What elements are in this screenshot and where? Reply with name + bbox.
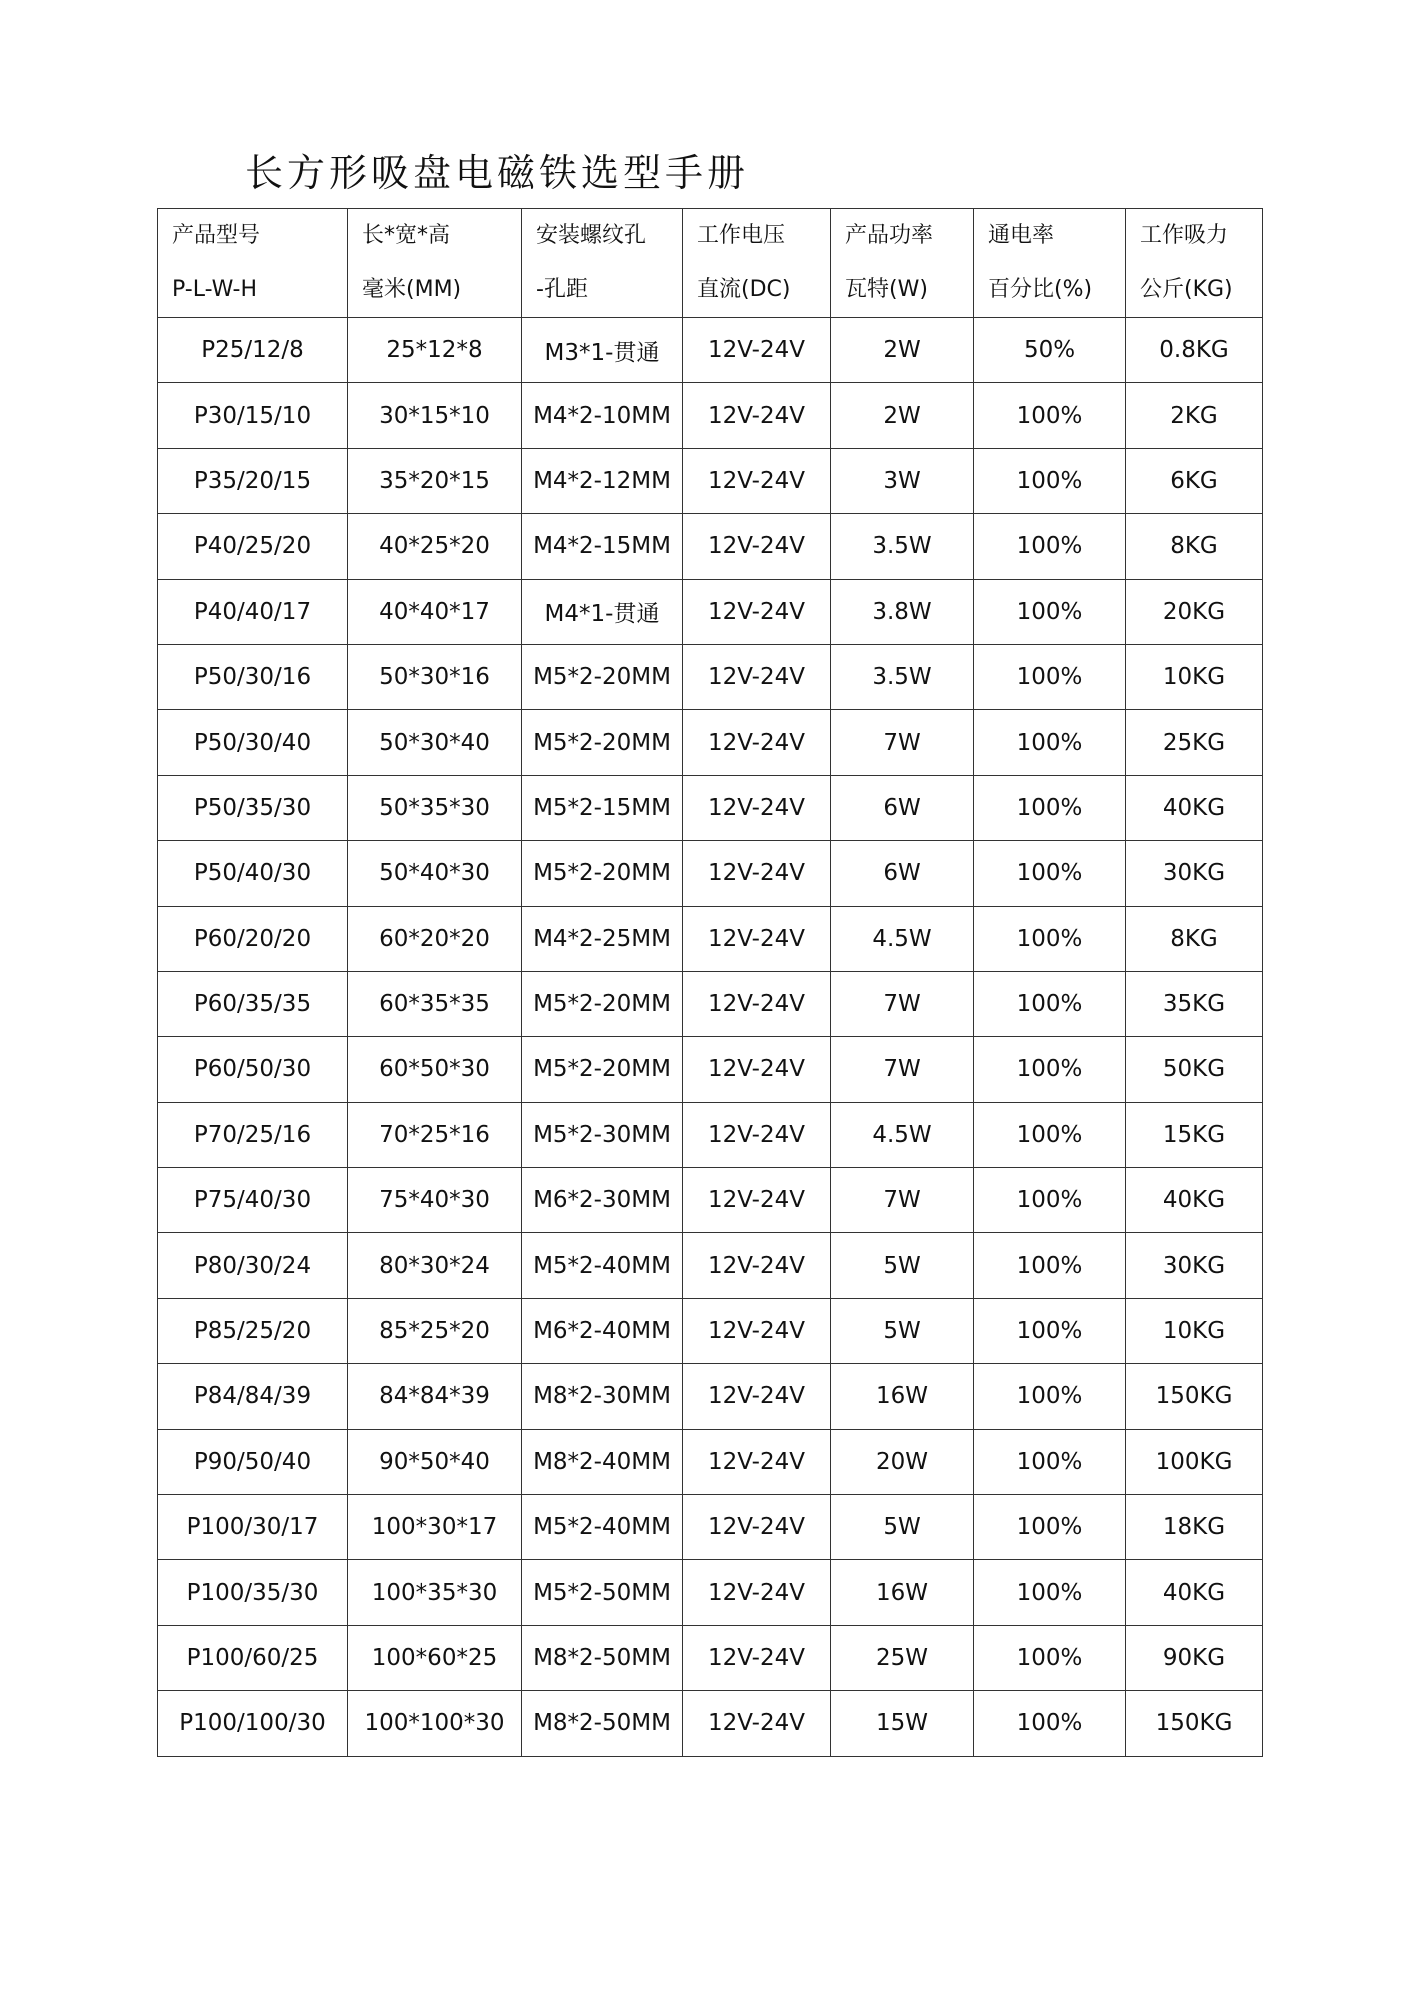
cell-mounting-thread: M5*2-40MM xyxy=(522,1495,683,1560)
header-dimensions xyxy=(348,209,522,318)
header-label: 工作吸力 xyxy=(1140,223,1229,248)
cell-duty-cycle: 100% xyxy=(974,710,1126,775)
cell-power: 25W xyxy=(831,1625,974,1690)
cell-power: 4.5W xyxy=(831,1102,974,1167)
cell-model: P100/35/30 xyxy=(158,1560,348,1625)
cell-power: 16W xyxy=(831,1560,974,1625)
cell-power: 3.5W xyxy=(831,644,974,709)
header-sublabel: 公斤(KG) xyxy=(1140,277,1233,302)
table-row xyxy=(158,514,1263,579)
header-sublabel: 直流(DC) xyxy=(697,277,791,302)
cell-power: 5W xyxy=(831,1495,974,1560)
cell-model: P50/35/30 xyxy=(158,775,348,840)
cell-voltage: 12V-24V xyxy=(683,841,831,906)
cell-duty-cycle: 100% xyxy=(974,644,1126,709)
cell-voltage: 12V-24V xyxy=(683,1168,831,1233)
cell-mounting-thread: M3*1-贯通 xyxy=(522,318,683,383)
cell-mounting-thread: M5*2-20MM xyxy=(522,710,683,775)
cell-mounting-thread: M4*1-贯通 xyxy=(522,579,683,644)
cell-voltage: 12V-24V xyxy=(683,1364,831,1429)
spec-table xyxy=(157,208,1263,1757)
cell-voltage: 12V-24V xyxy=(683,1233,831,1298)
cell-mounting-thread: M8*2-30MM xyxy=(522,1364,683,1429)
cell-duty-cycle: 50% xyxy=(974,318,1126,383)
cell-dimensions: 50*30*40 xyxy=(348,710,522,775)
cell-holding-force: 10KG xyxy=(1126,644,1263,709)
cell-power: 7W xyxy=(831,1037,974,1102)
cell-mounting-thread: M8*2-50MM xyxy=(522,1625,683,1690)
cell-duty-cycle: 100% xyxy=(974,1233,1126,1298)
cell-holding-force: 50KG xyxy=(1126,1037,1263,1102)
cell-mounting-thread: M8*2-40MM xyxy=(522,1429,683,1494)
cell-dimensions: 70*25*16 xyxy=(348,1102,522,1167)
cell-dimensions: 50*40*30 xyxy=(348,841,522,906)
cell-power: 3.8W xyxy=(831,579,974,644)
cell-voltage: 12V-24V xyxy=(683,1429,831,1494)
cell-dimensions: 84*84*39 xyxy=(348,1364,522,1429)
table-body xyxy=(158,318,1263,1757)
cell-dimensions: 60*35*35 xyxy=(348,971,522,1036)
header-voltage xyxy=(683,209,831,318)
cell-model: P60/35/35 xyxy=(158,971,348,1036)
cell-voltage: 12V-24V xyxy=(683,1102,831,1167)
header-label: 通电率 xyxy=(988,223,1055,248)
cell-holding-force: 40KG xyxy=(1126,775,1263,840)
header-model xyxy=(158,209,348,318)
table-row xyxy=(158,710,1263,775)
cell-mounting-thread: M6*2-30MM xyxy=(522,1168,683,1233)
cell-mounting-thread: M5*2-50MM xyxy=(522,1560,683,1625)
cell-voltage: 12V-24V xyxy=(683,383,831,448)
cell-dimensions: 100*60*25 xyxy=(348,1625,522,1690)
cell-duty-cycle: 100% xyxy=(974,383,1126,448)
cell-holding-force: 150KG xyxy=(1126,1691,1263,1756)
cell-model: P75/40/30 xyxy=(158,1168,348,1233)
cell-dimensions: 60*50*30 xyxy=(348,1037,522,1102)
cell-holding-force: 30KG xyxy=(1126,841,1263,906)
header-sublabel: -孔距 xyxy=(536,277,588,302)
cell-dimensions: 60*20*20 xyxy=(348,906,522,971)
header-sublabel: 毫米(MM) xyxy=(362,277,462,302)
cell-voltage: 12V-24V xyxy=(683,1625,831,1690)
table-row xyxy=(158,1364,1263,1429)
cell-model: P50/30/40 xyxy=(158,710,348,775)
header-duty-cycle xyxy=(974,209,1126,318)
cell-model: P30/15/10 xyxy=(158,383,348,448)
cell-holding-force: 0.8KG xyxy=(1126,318,1263,383)
cell-holding-force: 18KG xyxy=(1126,1495,1263,1560)
header-mounting-thread xyxy=(522,209,683,318)
cell-voltage: 12V-24V xyxy=(683,448,831,513)
cell-duty-cycle: 100% xyxy=(974,579,1126,644)
cell-dimensions: 85*25*20 xyxy=(348,1298,522,1363)
cell-holding-force: 10KG xyxy=(1126,1298,1263,1363)
cell-model: P100/30/17 xyxy=(158,1495,348,1560)
cell-mounting-thread: M5*2-20MM xyxy=(522,644,683,709)
cell-power: 7W xyxy=(831,710,974,775)
cell-duty-cycle: 100% xyxy=(974,1560,1126,1625)
table-row xyxy=(158,1495,1263,1560)
cell-power: 2W xyxy=(831,318,974,383)
cell-duty-cycle: 100% xyxy=(974,1298,1126,1363)
cell-voltage: 12V-24V xyxy=(683,318,831,383)
cell-holding-force: 8KG xyxy=(1126,906,1263,971)
cell-duty-cycle: 100% xyxy=(974,1429,1126,1494)
table-row xyxy=(158,971,1263,1036)
cell-model: P80/30/24 xyxy=(158,1233,348,1298)
cell-dimensions: 75*40*30 xyxy=(348,1168,522,1233)
cell-duty-cycle: 100% xyxy=(974,1495,1126,1560)
cell-duty-cycle: 100% xyxy=(974,1168,1126,1233)
table-row xyxy=(158,1560,1263,1625)
cell-duty-cycle: 100% xyxy=(974,841,1126,906)
table-row xyxy=(158,318,1263,383)
cell-model: P70/25/16 xyxy=(158,1102,348,1167)
cell-duty-cycle: 100% xyxy=(974,448,1126,513)
cell-dimensions: 25*12*8 xyxy=(348,318,522,383)
cell-model: P90/50/40 xyxy=(158,1429,348,1494)
cell-dimensions: 40*25*20 xyxy=(348,514,522,579)
cell-power: 5W xyxy=(831,1233,974,1298)
cell-model: P100/100/30 xyxy=(158,1691,348,1756)
cell-duty-cycle: 100% xyxy=(974,514,1126,579)
cell-model: P60/50/30 xyxy=(158,1037,348,1102)
table-row xyxy=(158,1691,1263,1756)
cell-model: P35/20/15 xyxy=(158,448,348,513)
cell-mounting-thread: M5*2-20MM xyxy=(522,971,683,1036)
table-row xyxy=(158,1102,1263,1167)
cell-holding-force: 40KG xyxy=(1126,1168,1263,1233)
cell-voltage: 12V-24V xyxy=(683,971,831,1036)
cell-power: 6W xyxy=(831,775,974,840)
cell-model: P85/25/20 xyxy=(158,1298,348,1363)
cell-holding-force: 30KG xyxy=(1126,1233,1263,1298)
cell-power: 6W xyxy=(831,841,974,906)
cell-model: P100/60/25 xyxy=(158,1625,348,1690)
cell-duty-cycle: 100% xyxy=(974,775,1126,840)
header-label: 产品功率 xyxy=(845,223,934,248)
cell-mounting-thread: M8*2-50MM xyxy=(522,1691,683,1756)
cell-holding-force: 150KG xyxy=(1126,1364,1263,1429)
cell-duty-cycle: 100% xyxy=(974,906,1126,971)
cell-voltage: 12V-24V xyxy=(683,514,831,579)
cell-power: 2W xyxy=(831,383,974,448)
table-row xyxy=(158,448,1263,513)
cell-dimensions: 40*40*17 xyxy=(348,579,522,644)
cell-mounting-thread: M5*2-20MM xyxy=(522,841,683,906)
header-holding-force xyxy=(1126,209,1263,318)
header-label: 工作电压 xyxy=(697,223,786,248)
cell-dimensions: 30*15*10 xyxy=(348,383,522,448)
cell-power: 3.5W xyxy=(831,514,974,579)
table-row xyxy=(158,644,1263,709)
header-sublabel: 瓦特(W) xyxy=(845,277,928,302)
cell-duty-cycle: 100% xyxy=(974,1691,1126,1756)
table-row xyxy=(158,1298,1263,1363)
cell-holding-force: 25KG xyxy=(1126,710,1263,775)
cell-dimensions: 80*30*24 xyxy=(348,1233,522,1298)
cell-duty-cycle: 100% xyxy=(974,1102,1126,1167)
cell-voltage: 12V-24V xyxy=(683,1691,831,1756)
cell-dimensions: 50*30*16 xyxy=(348,644,522,709)
cell-duty-cycle: 100% xyxy=(974,1364,1126,1429)
cell-mounting-thread: M4*2-10MM xyxy=(522,383,683,448)
header-sublabel: 百分比(%) xyxy=(988,277,1093,302)
cell-dimensions: 35*20*15 xyxy=(348,448,522,513)
cell-holding-force: 8KG xyxy=(1126,514,1263,579)
cell-mounting-thread: M5*2-20MM xyxy=(522,1037,683,1102)
cell-power: 20W xyxy=(831,1429,974,1494)
cell-holding-force: 6KG xyxy=(1126,448,1263,513)
cell-voltage: 12V-24V xyxy=(683,579,831,644)
cell-holding-force: 40KG xyxy=(1126,1560,1263,1625)
cell-voltage: 12V-24V xyxy=(683,1298,831,1363)
cell-mounting-thread: M5*2-40MM xyxy=(522,1233,683,1298)
cell-model: P50/30/16 xyxy=(158,644,348,709)
cell-mounting-thread: M5*2-30MM xyxy=(522,1102,683,1167)
cell-voltage: 12V-24V xyxy=(683,1560,831,1625)
cell-model: P60/20/20 xyxy=(158,906,348,971)
cell-mounting-thread: M6*2-40MM xyxy=(522,1298,683,1363)
cell-holding-force: 35KG xyxy=(1126,971,1263,1036)
table-row xyxy=(158,383,1263,448)
cell-duty-cycle: 100% xyxy=(974,1037,1126,1102)
cell-duty-cycle: 100% xyxy=(974,971,1126,1036)
cell-mounting-thread: M4*2-25MM xyxy=(522,906,683,971)
table-row xyxy=(158,841,1263,906)
cell-dimensions: 90*50*40 xyxy=(348,1429,522,1494)
table-row xyxy=(158,1429,1263,1494)
cell-dimensions: 100*35*30 xyxy=(348,1560,522,1625)
table-row xyxy=(158,1168,1263,1233)
cell-voltage: 12V-24V xyxy=(683,906,831,971)
header-label: 安装螺纹孔 xyxy=(536,223,647,248)
header-label: 产品型号 xyxy=(172,223,261,248)
table-row xyxy=(158,1037,1263,1102)
cell-holding-force: 15KG xyxy=(1126,1102,1263,1167)
table-row xyxy=(158,1233,1263,1298)
cell-power: 3W xyxy=(831,448,974,513)
cell-voltage: 12V-24V xyxy=(683,775,831,840)
cell-voltage: 12V-24V xyxy=(683,710,831,775)
cell-voltage: 12V-24V xyxy=(683,1037,831,1102)
cell-holding-force: 100KG xyxy=(1126,1429,1263,1494)
cell-model: P40/40/17 xyxy=(158,579,348,644)
cell-power: 15W xyxy=(831,1691,974,1756)
cell-dimensions: 100*30*17 xyxy=(348,1495,522,1560)
cell-duty-cycle: 100% xyxy=(974,1625,1126,1690)
cell-dimensions: 100*100*30 xyxy=(348,1691,522,1756)
table-row xyxy=(158,775,1263,840)
cell-dimensions: 50*35*30 xyxy=(348,775,522,840)
cell-mounting-thread: M4*2-12MM xyxy=(522,448,683,513)
cell-holding-force: 20KG xyxy=(1126,579,1263,644)
cell-power: 7W xyxy=(831,971,974,1036)
cell-holding-force: 2KG xyxy=(1126,383,1263,448)
header-power xyxy=(831,209,974,318)
cell-mounting-thread: M5*2-15MM xyxy=(522,775,683,840)
table-header-row xyxy=(158,209,1263,318)
cell-power: 16W xyxy=(831,1364,974,1429)
cell-mounting-thread: M4*2-15MM xyxy=(522,514,683,579)
cell-model: P84/84/39 xyxy=(158,1364,348,1429)
cell-model: P25/12/8 xyxy=(158,318,348,383)
cell-voltage: 12V-24V xyxy=(683,644,831,709)
header-label: 长*宽*高 xyxy=(362,223,451,248)
table-row xyxy=(158,579,1263,644)
table-row xyxy=(158,1625,1263,1690)
cell-model: P50/40/30 xyxy=(158,841,348,906)
cell-voltage: 12V-24V xyxy=(683,1495,831,1560)
cell-power: 7W xyxy=(831,1168,974,1233)
cell-model: P40/25/20 xyxy=(158,514,348,579)
cell-power: 5W xyxy=(831,1298,974,1363)
document-title: 长方形吸盘电磁铁选型手册 xyxy=(245,151,750,195)
cell-power: 4.5W xyxy=(831,906,974,971)
cell-holding-force: 90KG xyxy=(1126,1625,1263,1690)
table-row xyxy=(158,906,1263,971)
header-sublabel: P-L-W-H xyxy=(172,277,257,302)
